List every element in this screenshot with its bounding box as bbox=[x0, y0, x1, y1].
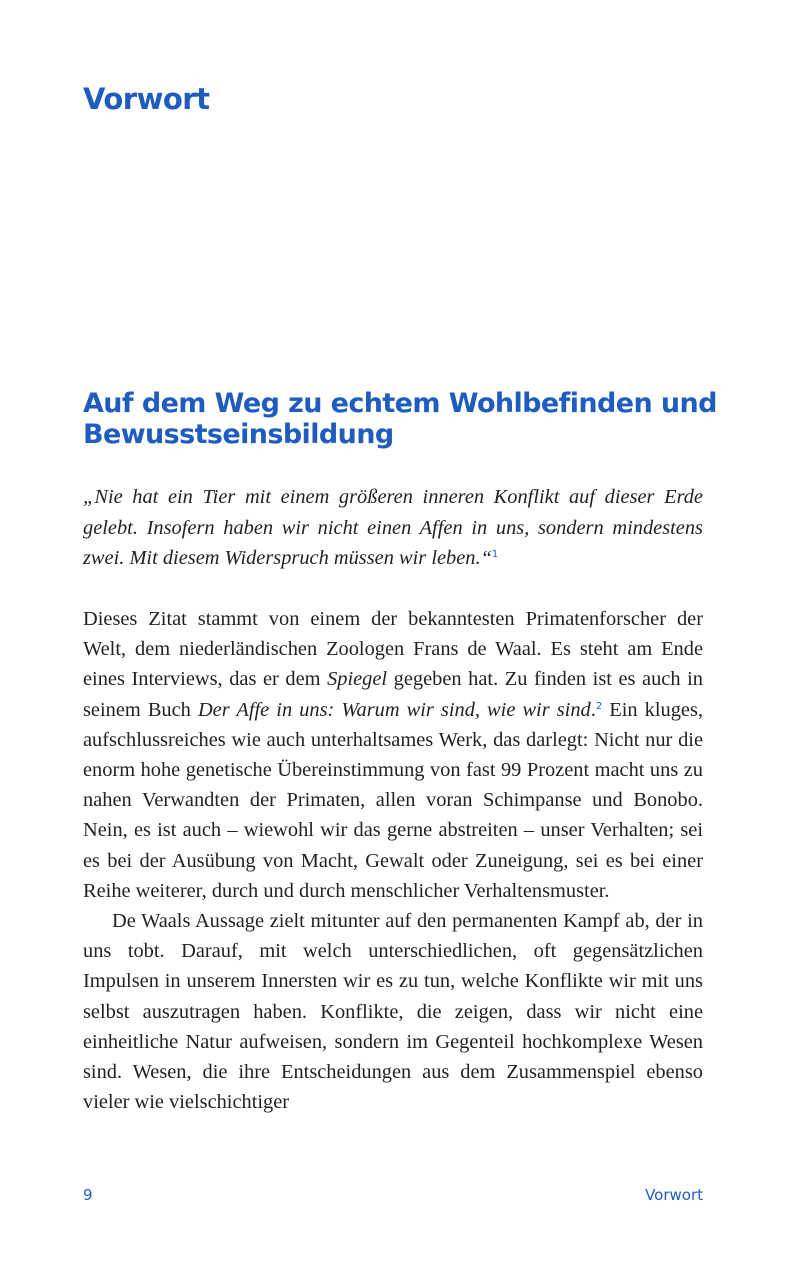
body-text bbox=[83, 604, 703, 1117]
epigraph-quote bbox=[83, 482, 703, 574]
paragraph-2: De Waals Aussage zielt mitunter auf den permanenten Kampf ab, der in uns tobt. Darauf, mit welch unterschiedlichen, oft gegensätzlichen Impulsen in unserem Innersten wir es zu tun, welche Konflikte wir mit uns selbst auszutragen haben. Konflikte, die zeigen, dass wir nicht eine einheitliche Natur aufweisen, sondern im Gegenteil hochkomplexe Wesen sind. Wesen, die ihre Entscheidungen aus dem Zusammenspiel ebenso vieler wie vielschichtiger bbox=[83, 910, 703, 1114]
page-number: 9 bbox=[83, 1186, 93, 1204]
paragraph-1-part-1: Dieses Zitat stammt von einem der bekanntesten Primatenforscher der Welt, dem niederländischen Zoologen Frans de Waal. Es steht am Ende eines Interviews, das er dem bbox=[83, 608, 703, 691]
epigraph-text: „Nie hat ein Tier mit einem größeren inneren Konflikt auf dieser Erde gelebt. Insofern haben wir nicht einen Affen in uns, sondern mindestens zwei. Mit diesem Widerspruch müssen wir leben.“ bbox=[83, 486, 703, 569]
paragraph-1-part-3: . bbox=[590, 698, 596, 721]
magazine-title: Spiegel bbox=[327, 668, 388, 691]
section-title: Auf dem Weg zu echtem Wohlbefinden und Bewusstseinsbildung bbox=[83, 388, 717, 450]
paragraph-1-part-2: gegeben hat. Zu finden ist es auch in seinem Buch bbox=[83, 668, 703, 721]
running-title: Vorwort bbox=[645, 1186, 703, 1204]
paragraph-1 bbox=[83, 604, 703, 906]
footnote-ref-2: 2 bbox=[595, 700, 603, 712]
book-title: Der Affe in uns: Warum wir sind, wie wir sind bbox=[197, 698, 591, 721]
paragraph-1-part-4: Ein kluges, aufschlussreiches wie auch unterhaltsames Werk, das darlegt: Nicht nur die enorm hohe genetische Übereinstimmung von fast 99 Prozent macht uns zu nahen Verwandten der Primaten, allen voran Schimpanse und Bonobo. Nein, es ist auch – wiewohl wir das gerne abstreiten – unser Verhalten; sei es bei der Ausübung von Macht, Gewalt oder Zuneigung, sei es bei einer Reihe weiterer, durch und durch menschlicher Verhaltensmuster. bbox=[83, 698, 703, 902]
footnote-ref-1: 1 bbox=[491, 549, 499, 560]
chapter-title: Vorwort bbox=[83, 82, 210, 116]
